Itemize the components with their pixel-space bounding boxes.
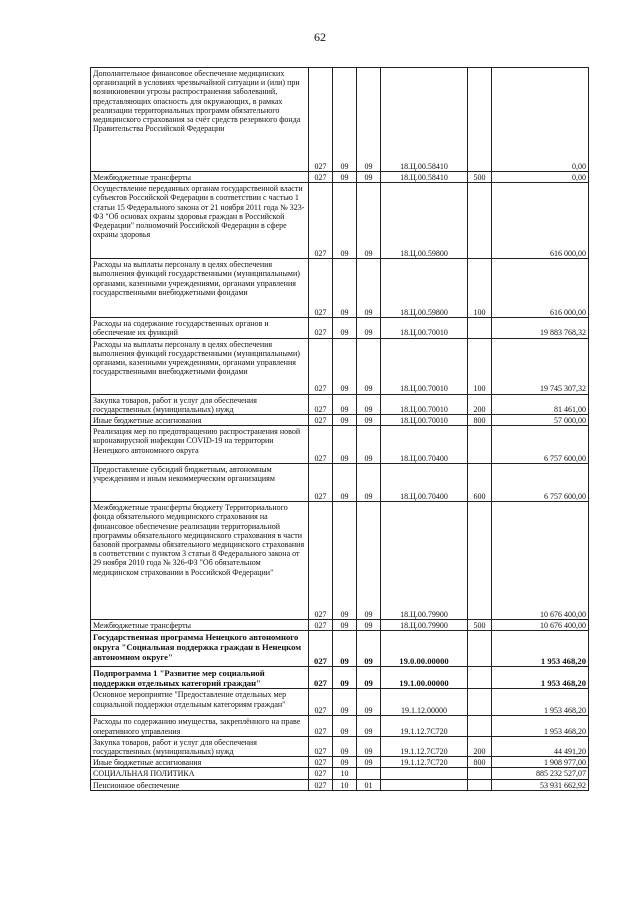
cell-csr: 18.Ц.00.70010: [381, 338, 468, 394]
page-number: 62: [314, 30, 326, 44]
cell-vr: [468, 768, 492, 779]
cell-name: Расходы на выплаты персоналу в целях обеспечения выполнения функций государственными (муниципальными) органами, казенными учреждениями, органами управления государственными внебюджетными фондами: [91, 259, 309, 318]
table-row: [91, 338, 589, 394]
cell-sum: 616 000,00: [492, 259, 589, 318]
cell-grbs: 027: [309, 757, 333, 768]
cell-name: Закупка товаров, работ и услуг для обеспечения государственных (муниципальных) нужд: [91, 736, 309, 756]
cell-name: Пенсионное обеспечение: [91, 779, 309, 790]
cell-name: Закупка товаров, работ и услуг для обеспечения государственных (муниципальных) нужд: [91, 394, 309, 414]
cell-vr: [468, 318, 492, 338]
cell-csr: 18.Ц.00.59800: [381, 183, 468, 259]
cell-name: Подпрограмма 1 "Развитие мер социальной поддержки отдельных категорий граждан": [91, 667, 309, 689]
cell-sum: 6 757 600,00: [492, 464, 589, 502]
cell-name: СОЦИАЛЬНАЯ ПОЛИТИКА: [91, 768, 309, 779]
cell-grbs: 027: [309, 779, 333, 790]
cell-sum: 616 000,00: [492, 183, 589, 259]
cell-rz: 09: [333, 415, 357, 426]
cell-sum: 57 000,00: [492, 415, 589, 426]
cell-pr: [357, 768, 381, 779]
cell-sum: 44 491,20: [492, 736, 589, 756]
cell-vr: [468, 426, 492, 464]
cell-name: Предоставление субсидий бюджетным, автономным учреждениям и иным некоммерческим организациям: [91, 464, 309, 502]
cell-grbs: 027: [309, 667, 333, 689]
table-row: [91, 716, 589, 736]
table-row: [91, 779, 589, 790]
cell-grbs: 027: [309, 415, 333, 426]
cell-sum: 1 953 468,20: [492, 716, 589, 736]
cell-name: Расходы на содержание государственных органов и обеспечение их функций: [91, 318, 309, 338]
cell-csr: 19.1.00.00000: [381, 667, 468, 689]
cell-pr: 09: [357, 259, 381, 318]
table-row: [91, 426, 589, 464]
cell-vr: 100: [468, 259, 492, 318]
cell-grbs: 027: [309, 716, 333, 736]
cell-csr: 19.0.00.00000: [381, 631, 468, 667]
budget-table-body: [91, 68, 589, 791]
cell-rz: 09: [333, 68, 357, 172]
cell-grbs: 027: [309, 768, 333, 779]
cell-rz: 09: [333, 716, 357, 736]
cell-name: Межбюджетные трансферты: [91, 620, 309, 631]
cell-sum: 19 745 307,32: [492, 338, 589, 394]
cell-name: Государственная программа Ненецкого автономного округа "Социальная поддержка граждан в Ненецком автономном округе": [91, 631, 309, 667]
table-row: [91, 757, 589, 768]
cell-vr: 200: [468, 736, 492, 756]
cell-rz: 09: [333, 172, 357, 183]
cell-vr: 200: [468, 394, 492, 414]
table-row: [91, 620, 589, 631]
cell-csr: 19.1.12.7С720: [381, 736, 468, 756]
cell-csr: 19.1.12.7С720: [381, 716, 468, 736]
cell-csr: 18.Ц.00.70400: [381, 464, 468, 502]
cell-sum: 53 931 662,92: [492, 779, 589, 790]
cell-rz: 09: [333, 464, 357, 502]
cell-sum: 10 676 400,00: [492, 502, 589, 620]
cell-pr: 09: [357, 716, 381, 736]
cell-name: Расходы на выплаты персоналу в целях обеспечения выполнения функций государственными (муниципальными) органами, казенными учреждениями, органами управления государственными внебюджетными фондами: [91, 338, 309, 394]
cell-sum: 81 461,00: [492, 394, 589, 414]
cell-grbs: 027: [309, 183, 333, 259]
table-row: [91, 667, 589, 689]
cell-csr: 18.Ц.00.70010: [381, 318, 468, 338]
cell-vr: 800: [468, 415, 492, 426]
cell-rz: 10: [333, 779, 357, 790]
cell-grbs: 027: [309, 172, 333, 183]
cell-rz: 09: [333, 757, 357, 768]
cell-pr: 09: [357, 757, 381, 768]
cell-csr: 18.Ц.00.59800: [381, 259, 468, 318]
cell-grbs: 027: [309, 394, 333, 414]
cell-csr: 18.Ц.00.79900: [381, 502, 468, 620]
cell-csr: 18.Ц.00.70400: [381, 426, 468, 464]
cell-pr: 09: [357, 394, 381, 414]
cell-sum: 0,00: [492, 172, 589, 183]
cell-csr: 18.Ц.00.70010: [381, 394, 468, 414]
cell-rz: 09: [333, 502, 357, 620]
table-row: [91, 68, 589, 172]
cell-pr: 01: [357, 779, 381, 790]
cell-name: Основное мероприятие "Предоставление отдельных мер социальной поддержки отдельным категориям граждан": [91, 689, 309, 716]
cell-name: Реализация мер по предотвращению распространения новой коронавирусной инфекции COVID-19 на территории Ненецкого автономного округа: [91, 426, 309, 464]
cell-csr: 18.Ц.00.58410: [381, 68, 468, 172]
cell-sum: 885 232 527,07: [492, 768, 589, 779]
budget-table: [90, 67, 589, 791]
cell-csr: 18.Ц.00.79900: [381, 620, 468, 631]
cell-sum: 0,00: [492, 68, 589, 172]
cell-sum: 10 676 400,00: [492, 620, 589, 631]
cell-sum: 6 757 600,00: [492, 426, 589, 464]
table-row: [91, 736, 589, 756]
cell-name: Межбюджетные трансферты бюджету Территориального фонда обязательного медицинского страхования на финансовое обеспечение реализации территориальной программы обязательного медицинского страхования в части базовой программы обязательного медицинского страхования в соответствии с пунктом 3 статьи 8 Федерального закона от 29 ноября 2010 года № 326-ФЗ "Об обязательном медицинском страховании в Российской Федерации": [91, 502, 309, 620]
cell-rz: 10: [333, 768, 357, 779]
cell-csr: 18.Ц.00.70010: [381, 415, 468, 426]
cell-csr: 19.1.12.7С720: [381, 757, 468, 768]
cell-pr: 09: [357, 464, 381, 502]
cell-grbs: 027: [309, 464, 333, 502]
cell-rz: 09: [333, 631, 357, 667]
cell-csr: [381, 768, 468, 779]
cell-pr: 09: [357, 736, 381, 756]
cell-vr: [468, 689, 492, 716]
cell-csr: 18.Ц.00.58410: [381, 172, 468, 183]
cell-sum: 1 953 468,20: [492, 689, 589, 716]
table-row: [91, 415, 589, 426]
cell-vr: 500: [468, 172, 492, 183]
cell-rz: 09: [333, 736, 357, 756]
cell-rz: 09: [333, 183, 357, 259]
table-row: [91, 318, 589, 338]
cell-grbs: 027: [309, 620, 333, 631]
cell-grbs: 027: [309, 318, 333, 338]
cell-name: Межбюджетные трансферты: [91, 172, 309, 183]
cell-name: Расходы по содержанию имущества, закреплённого на праве оперативного управления: [91, 716, 309, 736]
cell-grbs: 027: [309, 502, 333, 620]
cell-vr: [468, 667, 492, 689]
cell-rz: 09: [333, 394, 357, 414]
cell-pr: 09: [357, 689, 381, 716]
cell-csr: 19.1.12.00000: [381, 689, 468, 716]
cell-vr: [468, 716, 492, 736]
cell-vr: 800: [468, 757, 492, 768]
table-row: [91, 631, 589, 667]
cell-sum: 1 953 468,20: [492, 667, 589, 689]
cell-rz: 09: [333, 620, 357, 631]
cell-grbs: 027: [309, 338, 333, 394]
cell-rz: 09: [333, 338, 357, 394]
cell-vr: [468, 68, 492, 172]
cell-grbs: 027: [309, 736, 333, 756]
cell-rz: 09: [333, 667, 357, 689]
table-row: [91, 464, 589, 502]
cell-pr: 09: [357, 631, 381, 667]
cell-rz: 09: [333, 259, 357, 318]
cell-grbs: 027: [309, 68, 333, 172]
table-row: [91, 183, 589, 259]
table-row: [91, 768, 589, 779]
cell-pr: 09: [357, 502, 381, 620]
cell-rz: 09: [333, 689, 357, 716]
table-row: [91, 689, 589, 716]
cell-pr: 09: [357, 172, 381, 183]
cell-name: Иные бюджетные ассигнования: [91, 757, 309, 768]
cell-sum: 1 953 468,20: [492, 631, 589, 667]
cell-sum: 1 908 977,00: [492, 757, 589, 768]
cell-vr: 100: [468, 338, 492, 394]
cell-pr: 09: [357, 68, 381, 172]
cell-pr: 09: [357, 667, 381, 689]
cell-vr: [468, 631, 492, 667]
cell-name: Осуществление переданных органам государственной власти субъектов Российской Федерации в соответствии с частью 1 статьи 15 Федерального закона от 21 ноября 2011 года № 323-ФЗ "Об основах охраны здоровья граждан в Российской Федерации" полномочий Российской Федерации в сфере охраны здоровья: [91, 183, 309, 259]
cell-grbs: 027: [309, 426, 333, 464]
cell-pr: 09: [357, 338, 381, 394]
cell-vr: 600: [468, 464, 492, 502]
cell-csr: [381, 779, 468, 790]
cell-pr: 09: [357, 415, 381, 426]
cell-pr: 09: [357, 620, 381, 631]
cell-vr: [468, 502, 492, 620]
cell-pr: 09: [357, 183, 381, 259]
cell-pr: 09: [357, 318, 381, 338]
cell-grbs: 027: [309, 259, 333, 318]
cell-pr: 09: [357, 426, 381, 464]
cell-vr: [468, 183, 492, 259]
cell-vr: [468, 779, 492, 790]
cell-rz: 09: [333, 318, 357, 338]
cell-name: Иные бюджетные ассигнования: [91, 415, 309, 426]
cell-sum: 19 883 768,32: [492, 318, 589, 338]
cell-rz: 09: [333, 426, 357, 464]
cell-vr: 500: [468, 620, 492, 631]
cell-name: Дополнительное финансовое обеспечение медицинских организаций в условиях чрезвычайной ситуации и (или) при возникновении угрозы распространения заболеваний, представляющих опасность для окружающих, в рамках реализации территориальных программ обязательного медицинского страхования за счёт средств резервного фонда Правительства Российской Федерации: [91, 68, 309, 172]
table-row: [91, 259, 589, 318]
table-row: [91, 172, 589, 183]
table-row: [91, 502, 589, 620]
cell-grbs: 027: [309, 631, 333, 667]
cell-grbs: 027: [309, 689, 333, 716]
table-row: [91, 394, 589, 414]
